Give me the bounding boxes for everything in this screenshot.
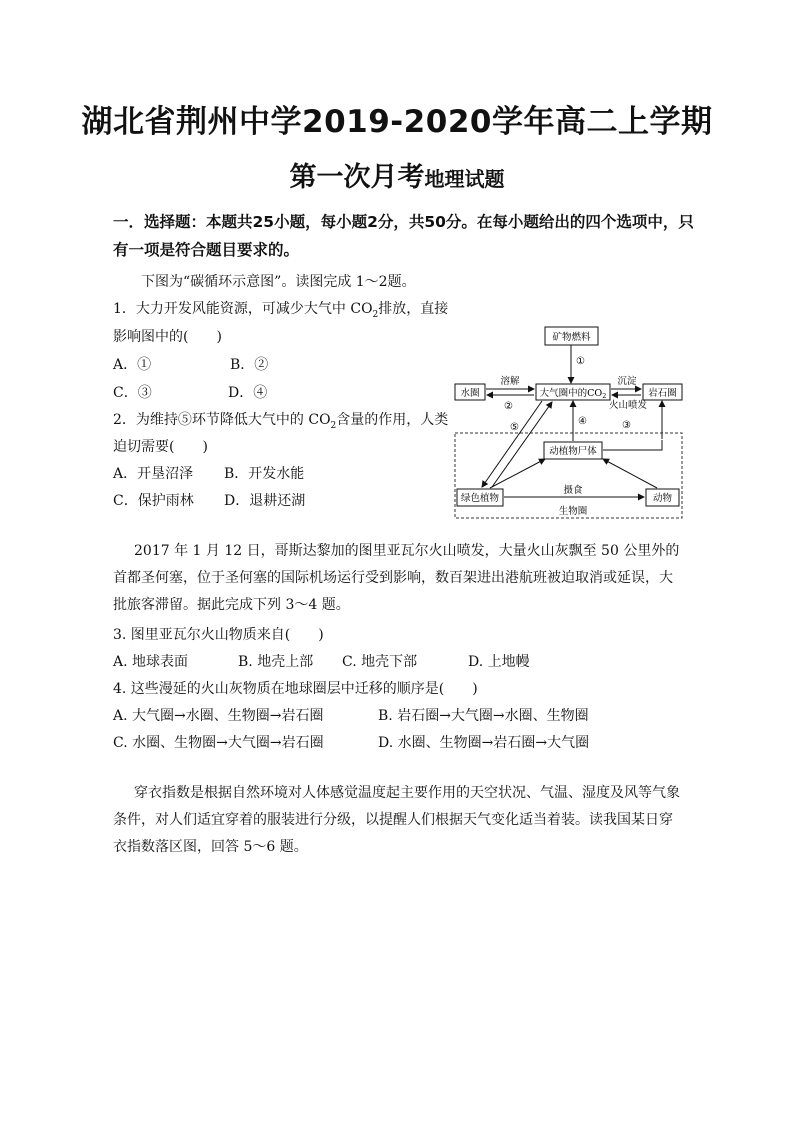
exam-subtitle xyxy=(0,155,794,194)
q1-stem-cont: 影响图中的( ) xyxy=(113,329,222,345)
q3-stem: 3. 图里亚瓦尔火山物质来自( ) xyxy=(113,627,324,643)
q2-option-d: D．退耕还湖 xyxy=(224,493,306,509)
label-2: ② xyxy=(504,401,513,412)
label-4: ④ xyxy=(578,416,587,427)
section-heading: 一．选择题：本题共25小题，每小题2分，共50分。在每小题给出的四个选项中，只有一项是符合题目要求的。 xyxy=(113,213,694,259)
remains-label: 动植物尸体 xyxy=(549,446,597,457)
group1-intro: 下图为“碳循环示意图”。读图完成 1～2题。 xyxy=(141,274,416,290)
volcano-label: 火山喷发 xyxy=(608,400,648,411)
label-5: ⑤ xyxy=(510,422,519,433)
biosphere-label: 生物圈 xyxy=(558,506,588,517)
q1-option-d: D．④ xyxy=(228,385,268,401)
q1-option-a: A．① xyxy=(113,357,152,373)
q1-stem-a: 1．大力开发风能资源，可减少大气中 CO xyxy=(113,301,373,317)
label-1: ① xyxy=(576,356,585,367)
q4-option-d: D. 水圈、生物圈→岩石圈→大气圈 xyxy=(378,735,590,751)
co2-label: 大气圈中的$CO_2$ xyxy=(539,388,607,400)
q3-option-b: B. 地壳上部 xyxy=(238,654,314,670)
q2-option-a: A．开垦沼泽 xyxy=(113,466,194,482)
q4-option-c: C. 水圈、生物圈→大气圈→岩石圈 xyxy=(113,735,324,751)
q4-stem: 4. 这些漫延的火山灰物质在地球圈层中迁移的顺序是( ) xyxy=(113,681,478,697)
q1-option-c: C．③ xyxy=(113,385,152,401)
dissolve-label: 溶解 xyxy=(500,376,520,387)
q3-option-a: A. 地球表面 xyxy=(113,654,189,670)
carbon-cycle-diagram xyxy=(452,322,692,522)
subtitle-sub: 地理试题 xyxy=(424,167,505,191)
q2-stem-a: 2．为维持⑤环节降低大气中的 CO xyxy=(113,412,331,428)
label-3: ③ xyxy=(622,420,631,431)
animals-label: 动物 xyxy=(652,493,673,504)
deposit-label: 沉淀 xyxy=(617,376,637,387)
feeding-label: 摄食 xyxy=(563,485,583,496)
q3-option-c: C. 地壳下部 xyxy=(342,654,418,670)
q2-stem-b: 含量的作用，人类 xyxy=(336,412,449,428)
subtitle-main: 第一次月考 xyxy=(289,162,425,193)
water-label: 水圈 xyxy=(460,388,480,399)
q4-option-b: B. 岩石圈→大气圈→水圈、生物圈 xyxy=(378,708,589,724)
plants-label: 绿色植物 xyxy=(460,493,500,504)
q1-stem xyxy=(113,298,448,320)
q1-stem-sub: 2 xyxy=(372,309,379,320)
q2-stem xyxy=(113,409,448,431)
group3-intro: 穿衣指数是根据自然环境对人体感觉温度起主要作用的天空状况、气温、湿度及风等气象条件，对人们适宜穿着的服装进行分级，以提醒人们根据天气变化适当着装。读我国某日穿衣指数落区图，回答 5～6 题。 xyxy=(113,785,680,855)
q1-option-b: B．② xyxy=(230,357,269,373)
q1-stem-b: 排放，直接 xyxy=(378,301,449,317)
q4-option-a: A. 大气圈→水圈、生物圈→岩石圈 xyxy=(113,708,324,724)
rock-label: 岩石圈 xyxy=(648,388,677,399)
q2-stem-sub: 2 xyxy=(330,420,337,431)
group2-intro: 2017 年 1 月 12 日，哥斯达黎加的图里亚瓦尔火山喷发，大量火山灰飘至 50 公里外的首都圣何塞，位于圣何塞的国际机场运行受到影响，数百架进出港航班被迫取消或延误，大批旅客滞留。据此完成下列 3～4 题。 xyxy=(113,543,680,613)
q2-option-b: B．开发水能 xyxy=(224,466,305,482)
fossil-fuel-label: 矿物燃料 xyxy=(552,332,591,343)
q2-option-c: C．保护雨林 xyxy=(113,493,194,509)
q2-stem-cont: 迫切需要( ) xyxy=(113,439,208,455)
exam-title: 湖北省荆州中学2019-2020学年高二上学期 xyxy=(81,104,713,140)
q3-option-d: D. 上地幔 xyxy=(468,654,530,670)
